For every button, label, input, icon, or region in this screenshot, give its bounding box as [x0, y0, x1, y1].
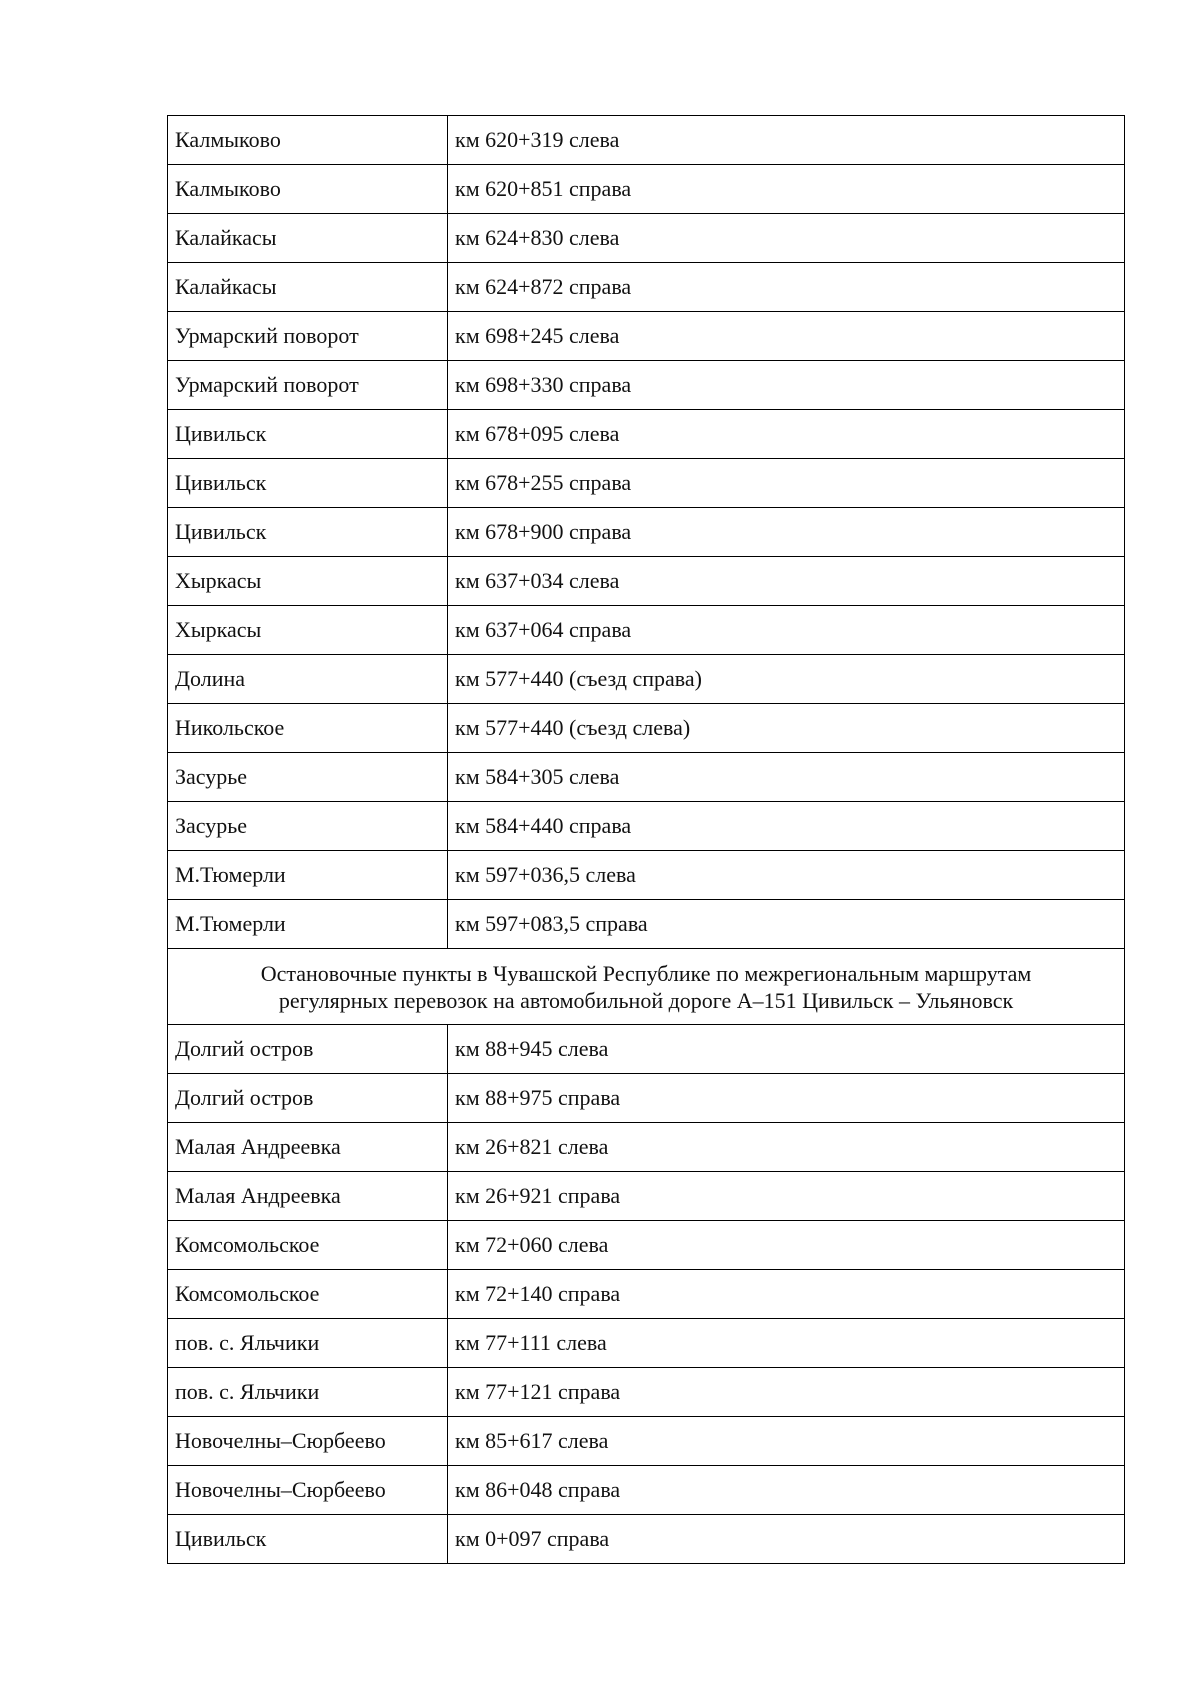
table-row [168, 1319, 1125, 1368]
table-row [168, 851, 1125, 900]
table-row [168, 214, 1125, 263]
stop-km: км 698+330 справа [448, 361, 1125, 410]
stop-name: Засурье [168, 753, 448, 802]
table-body [168, 116, 1125, 1564]
stop-name: Комсомольское [168, 1221, 448, 1270]
table-row [168, 508, 1125, 557]
stop-km: км 26+921 справа [448, 1172, 1125, 1221]
stop-km: км 678+255 справа [448, 459, 1125, 508]
stop-km: км 620+851 справа [448, 165, 1125, 214]
stop-km: км 597+083,5 справа [448, 900, 1125, 949]
stop-km: км 624+872 справа [448, 263, 1125, 312]
stop-name: Хыркасы [168, 557, 448, 606]
stop-name: Засурье [168, 802, 448, 851]
stop-km: км 678+095 слева [448, 410, 1125, 459]
stop-km: км 584+440 справа [448, 802, 1125, 851]
table-row [168, 1270, 1125, 1319]
stop-name: Цивильск [168, 459, 448, 508]
stop-km: км 88+945 слева [448, 1025, 1125, 1074]
stop-km: км 72+060 слева [448, 1221, 1125, 1270]
bus-stops-table [167, 115, 1125, 1564]
table-row [168, 1074, 1125, 1123]
stop-name: Калайкасы [168, 263, 448, 312]
stop-name: пов. с. Яльчики [168, 1319, 448, 1368]
stop-km: км 637+034 слева [448, 557, 1125, 606]
stop-km: км 86+048 справа [448, 1466, 1125, 1515]
table-row [168, 1221, 1125, 1270]
table-row [168, 1123, 1125, 1172]
stop-name: Калмыково [168, 116, 448, 165]
stop-km: км 0+097 справа [448, 1515, 1125, 1564]
table-row [168, 312, 1125, 361]
stop-name: Цивильск [168, 410, 448, 459]
stop-km: км 620+319 слева [448, 116, 1125, 165]
table-row [168, 606, 1125, 655]
section-heading-row [168, 949, 1125, 1025]
table-row [168, 1466, 1125, 1515]
stop-name: Калмыково [168, 165, 448, 214]
stop-name: Малая Андреевка [168, 1123, 448, 1172]
table-row [168, 900, 1125, 949]
table-row [168, 1025, 1125, 1074]
table-row [168, 1417, 1125, 1466]
stop-km: км 77+111 слева [448, 1319, 1125, 1368]
table-row [168, 655, 1125, 704]
stop-name: Цивильск [168, 1515, 448, 1564]
stop-km: км 637+064 справа [448, 606, 1125, 655]
section-heading-line-2: регулярных перевозок на автомобильной дороге А–151 Цивильск – Ульяновск [278, 987, 1014, 1013]
stop-name: Урмарский поворот [168, 312, 448, 361]
stop-name: Урмарский поворот [168, 361, 448, 410]
stop-km: км 624+830 слева [448, 214, 1125, 263]
stop-km: км 698+245 слева [448, 312, 1125, 361]
table-row [168, 704, 1125, 753]
table-row [168, 1368, 1125, 1417]
stop-name: пов. с. Яльчики [168, 1368, 448, 1417]
stop-name: Калайкасы [168, 214, 448, 263]
stop-name: Новочелны–Сюрбеево [168, 1466, 448, 1515]
stop-name: Малая Андреевка [168, 1172, 448, 1221]
stop-name: Долина [168, 655, 448, 704]
stop-name: Цивильск [168, 508, 448, 557]
table-row [168, 557, 1125, 606]
table-row [168, 361, 1125, 410]
stop-name: Долгий остров [168, 1025, 448, 1074]
table-row [168, 753, 1125, 802]
section-heading-line-1: Остановочные пункты в Чувашской Республике по межрегиональным маршрутам [260, 960, 1032, 986]
table-row [168, 459, 1125, 508]
stop-km: км 85+617 слева [448, 1417, 1125, 1466]
stop-name: М.Тюмерли [168, 851, 448, 900]
stop-km: км 584+305 слева [448, 753, 1125, 802]
section-heading [168, 949, 1125, 1025]
table-row [168, 116, 1125, 165]
table-row [168, 802, 1125, 851]
table-row [168, 1515, 1125, 1564]
stop-km: км 88+975 справа [448, 1074, 1125, 1123]
stop-km: км 597+036,5 слева [448, 851, 1125, 900]
stop-km: км 678+900 справа [448, 508, 1125, 557]
stop-name: Долгий остров [168, 1074, 448, 1123]
stop-name: М.Тюмерли [168, 900, 448, 949]
stop-km: км 26+821 слева [448, 1123, 1125, 1172]
stop-name: Хыркасы [168, 606, 448, 655]
table-row [168, 410, 1125, 459]
stop-name: Новочелны–Сюрбеево [168, 1417, 448, 1466]
stop-km: км 577+440 (съезд справа) [448, 655, 1125, 704]
stop-name: Никольское [168, 704, 448, 753]
stop-km: км 577+440 (съезд слева) [448, 704, 1125, 753]
stop-name: Комсомольское [168, 1270, 448, 1319]
stop-km: км 77+121 справа [448, 1368, 1125, 1417]
stop-km: км 72+140 справа [448, 1270, 1125, 1319]
table-row [168, 1172, 1125, 1221]
table-row [168, 263, 1125, 312]
table-row [168, 165, 1125, 214]
